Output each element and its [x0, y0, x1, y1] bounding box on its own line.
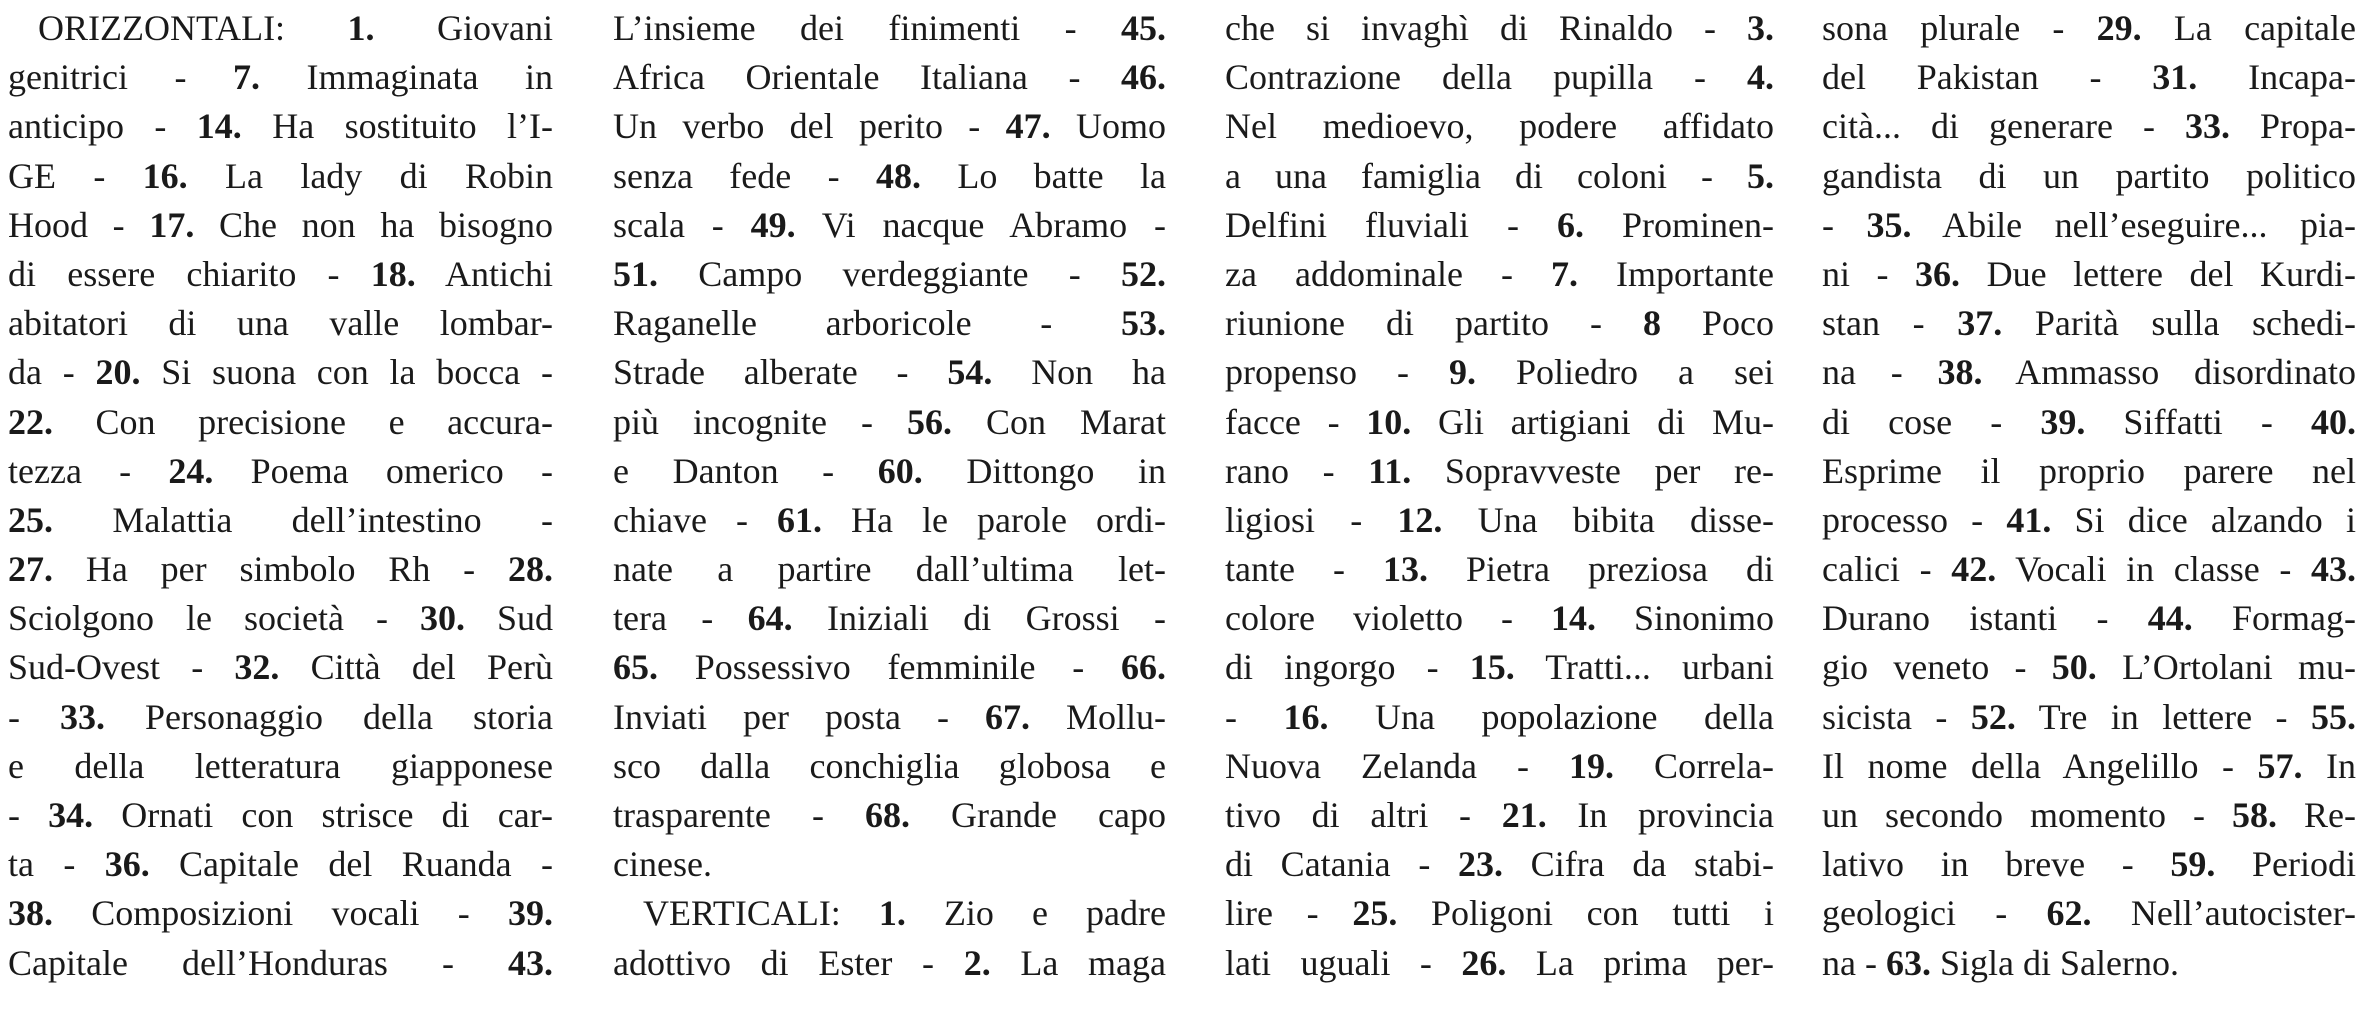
clue-text-line: e della letteratura giapponese: [8, 745, 553, 786]
clue-text-line: da - 20. Si suona con la bocca -: [8, 352, 553, 393]
clue-text-line: - 35. Abile nell’eseguire... pia-: [1822, 204, 2356, 245]
clue-text-line: cità... di generare - 33. Propa-: [1822, 106, 2356, 147]
clue-text-line: un secondo momento - 58. Re-: [1822, 795, 2356, 835]
clue-text-line: Sciolgono le società - 30. Sud: [8, 598, 553, 639]
clue-text-line: colore violetto - 14. Sinonimo: [1225, 598, 1775, 639]
clue-text-line: sona plurale - 29. La capitale: [1822, 8, 2356, 48]
clue-column-3: [1225, 4, 1774, 1029]
clue-text-line: calici - 42. Vocali in classe - 43.: [1822, 549, 2356, 590]
clue-text-line: Durano istanti - 44. Formag-: [1822, 598, 2356, 639]
clue-text-line: Delfini fluviali - 6. Prominen-: [1225, 204, 1774, 245]
clue-text-line: ligiosi - 12. Una bibita disse-: [1225, 499, 1774, 540]
clue-text-line: processo - 41. Si dice alzando i: [1822, 499, 2356, 540]
clue-text-line: geologici - 62. Nell’autocister-: [1822, 893, 2356, 934]
clue-text-line: senza fede - 48. Lo batte la: [613, 155, 1166, 196]
clue-text-line: 65. Possessivo femminile - 66.: [613, 647, 1166, 688]
clue-column-1: [8, 4, 553, 1029]
clue-column-4: [1822, 4, 2356, 1029]
clue-text-line: trasparente - 68. Grande capo: [613, 795, 1166, 835]
clue-text-line: tera - 64. Iniziali di Grossi -: [613, 598, 1166, 639]
clue-text-line: di Catania - 23. Cifra da stabi-: [1225, 844, 1774, 885]
clue-text-line: - 33. Personaggio della storia: [8, 696, 553, 737]
clue-text-line: - 16. Una popolazione della: [1225, 696, 1774, 737]
clue-text-line: 27. Ha per simbolo Rh - 28.: [8, 549, 553, 590]
clue-text-line: na - 63. Sigla di Salerno.: [1822, 942, 2179, 983]
clue-text-line: za addominale - 7. Importante: [1225, 253, 1774, 294]
clue-text-line: lire - 25. Poligoni con tutti i: [1225, 893, 1775, 934]
clue-text-line: di essere chiarito - 18. Antichi: [8, 253, 553, 294]
clue-text-line: tezza - 24. Poema omerico -: [8, 450, 553, 491]
clue-text-line: di ingorgo - 15. Tratti... urbani: [1225, 647, 1774, 688]
clue-text-line: Nel medioevo, podere affidato: [1225, 106, 1774, 147]
clue-text-line: genitrici - 7. Immaginata in: [8, 57, 553, 98]
clue-text-line: VERTICALI: 1. Zio e padre: [643, 893, 1166, 934]
clue-text-line: Un verbo del perito - 47. Uomo: [613, 106, 1167, 147]
clue-text-line: nate a partire dall’ultima let-: [613, 549, 1166, 590]
clue-text-line: lati uguali - 26. La prima per-: [1225, 942, 1774, 983]
clue-text-line: e Danton - 60. Dittongo in: [613, 450, 1166, 491]
clue-text-line: Hood - 17. Che non ha bisogno: [8, 204, 553, 245]
clue-text-line: più incognite - 56. Con Marat: [613, 401, 1166, 442]
clue-text-line: ni - 36. Due lettere del Kurdi-: [1822, 253, 2356, 294]
clue-text-line: facce - 10. Gli artigiani di Mu-: [1225, 401, 1774, 442]
clue-text-line: ta - 36. Capitale del Ruanda -: [8, 844, 554, 885]
clue-text-line: ORIZZONTALI: 1. Giovani: [38, 8, 554, 48]
clue-text-line: adottivo di Ester - 2. La maga: [613, 942, 1166, 983]
clue-text-line: L’insieme dei finimenti - 45.: [613, 8, 1166, 48]
clue-text-line: del Pakistan - 31. Incapa-: [1822, 57, 2356, 98]
clue-text-line: a una famiglia di coloni - 5.: [1225, 155, 1774, 196]
clue-text-line: che si invaghì di Rinaldo - 3.: [1225, 8, 1774, 48]
clue-text-line: Il nome della Angelillo - 57. In: [1822, 745, 2356, 786]
clue-text-line: propenso - 9. Poliedro a sei: [1225, 352, 1774, 393]
clue-text-line: na - 38. Ammasso disordinato: [1822, 352, 2356, 393]
clue-text-line: Nuova Zelanda - 19. Correla-: [1225, 745, 1774, 786]
clue-text-line: Inviati per posta - 67. Mollu-: [613, 696, 1166, 737]
clue-text-line: GE - 16. La lady di Robin: [8, 155, 554, 196]
clue-text-line: sco dalla conchiglia globosa e: [613, 745, 1166, 786]
clue-text-line: Strade alberate - 54. Non ha: [613, 352, 1166, 393]
clue-text-line: cinese.: [613, 844, 712, 885]
clue-text-line: Sud-Ovest - 32. Città del Perù: [8, 647, 553, 688]
clue-text-line: Contrazione della pupilla - 4.: [1225, 57, 1774, 98]
clue-text-line: Capitale dell’Honduras - 43.: [8, 942, 553, 983]
clue-text-line: stan - 37. Parità sulla schedi-: [1822, 303, 2356, 344]
clue-text-line: scala - 49. Vi nacque Abramo -: [613, 204, 1166, 245]
clue-text-line: lativo in breve - 59. Periodi: [1822, 844, 2356, 885]
clue-text-line: 38. Composizioni vocali - 39.: [8, 893, 553, 934]
clue-text-line: sicista - 52. Tre in lettere - 55.: [1822, 696, 2356, 737]
clue-text-line: tante - 13. Pietra preziosa di: [1225, 549, 1774, 590]
clue-text-line: Raganelle arboricole - 53.: [613, 303, 1166, 344]
clue-text-line: tivo di altri - 21. In provincia: [1225, 795, 1775, 835]
clue-text-line: riunione di partito - 8 Poco: [1225, 303, 1774, 344]
clue-text-line: 51. Campo verdeggiante - 52.: [613, 253, 1166, 294]
clue-column-2: [613, 4, 1166, 1029]
clue-text-line: rano - 11. Sopravveste per re-: [1225, 450, 1774, 491]
clue-text-line: 25. Malattia dell’intestino -: [8, 499, 553, 540]
clue-text-line: Esprime il proprio parere nel: [1822, 450, 2356, 491]
clue-text-line: 22. Con precisione e accura-: [8, 401, 553, 442]
clue-text-line: di cose - 39. Siffatti - 40.: [1822, 401, 2356, 442]
clue-text-line: Africa Orientale Italiana - 46.: [613, 57, 1166, 98]
clue-text-line: chiave - 61. Ha le parole ordi-: [613, 499, 1166, 540]
clue-text-line: gandista di un partito politico: [1822, 155, 2356, 196]
clue-text-line: abitatori di una valle lombar-: [8, 303, 553, 344]
clue-text-line: anticipo - 14. Ha sostituito l’I-: [8, 106, 553, 147]
clue-text-line: - 34. Ornati con strisce di car-: [8, 795, 553, 835]
clue-text-line: gio veneto - 50. L’Ortolani mu-: [1822, 647, 2356, 688]
